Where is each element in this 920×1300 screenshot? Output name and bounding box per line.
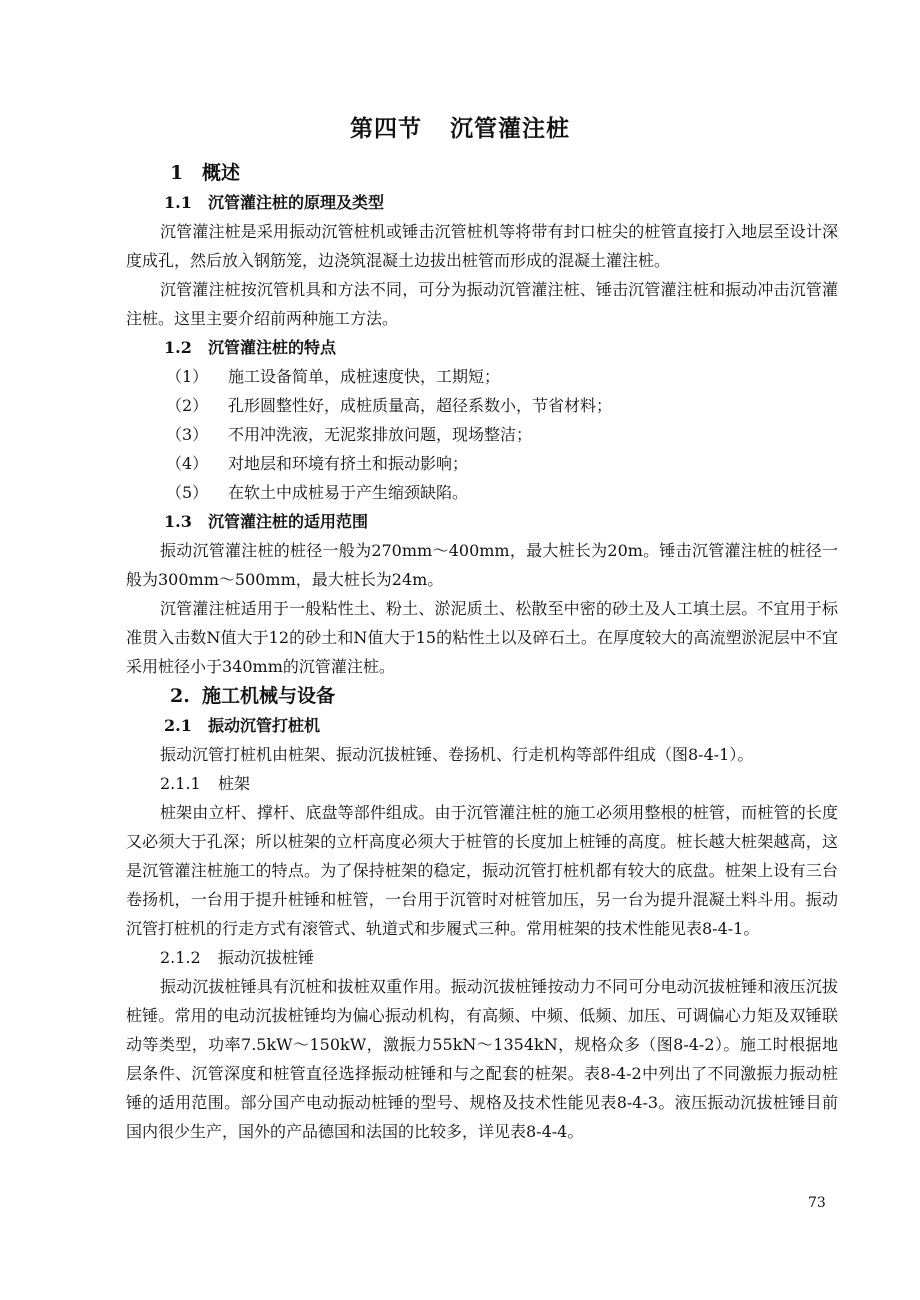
heading-2: [170, 681, 838, 711]
page-title: [0, 114, 920, 144]
heading-2-1-1: [160, 769, 838, 798]
heading-text: 桩架: [218, 774, 251, 793]
heading-text: 沉管灌注桩的适用范围: [208, 512, 369, 531]
list-item-text: 孔形圆整性好，成桩质量高，超径系数小，节省材料；: [228, 396, 613, 415]
paragraph: 沉管灌注桩适用于一般粘性土、粉土、淤泥质土、松散至中密的砂土及人工填土层。不宜用于标准贯入击数N值大于12的砂土和N值大于15的粘性土以及碎石土。在厚度较大的高流塑淤泥层中不宜采用桩径小于340mm的沉管灌注桩。: [126, 599, 838, 676]
heading-1-1: [164, 188, 838, 217]
list-item-number: （2）: [166, 396, 209, 415]
list-item-number: （1）: [166, 367, 209, 386]
heading-text: 沉管灌注桩的特点: [208, 338, 337, 357]
heading-number: 1.1: [164, 193, 192, 212]
list-item: [166, 420, 838, 449]
heading-number: 1.3: [164, 512, 192, 531]
list-item-number: （5）: [166, 483, 209, 502]
list-item-text: 在软土中成桩易于产生缩颈缺陷。: [228, 483, 469, 502]
list-item: [166, 391, 838, 420]
paragraph: 沉管灌注桩是采用振动沉管桩机或锤击沉管桩机等将带有封口桩尖的桩管直接打入地层至设计深度成孔，然后放入钢筋笼，边浇筑混凝土边拔出桩管而形成的混凝土灌注桩。: [126, 222, 838, 270]
list-item-number: （3）: [166, 425, 209, 444]
heading-text: 振动沉管打桩机: [208, 716, 321, 735]
heading-number: 2.: [170, 685, 190, 707]
paragraph: 振动沉管打桩机由桩架、振动沉拔桩锤、卷扬机、行走机构等部件组成（图8-4-1）。: [160, 745, 754, 764]
heading-number: 1.2: [164, 338, 192, 357]
paragraph: 桩架由立杆、撑杆、底盘等部件组成。由于沉管灌注桩的施工必须用整根的桩管，而桩管的长度又必须大于孔深；所以桩架的立杆高度必须大于桩管的长度加上桩锤的高度。桩长越大桩架越高，这是沉管灌注桩施工的特点。为了保持桩架的稳定，振动沉管打桩机都有较大的底盘。桩架上设有三台卷扬机，一台用于提升桩锤和桩管，一台用于沉管时对桩管加压，另一台为提升混凝土料斗用。振动沉管打桩机的行走方式有滚管式、轨道式和步履式三种。常用桩架的技术性能见表8-4-1。: [126, 803, 838, 938]
list-item-text: 对地层和环境有挤土和振动影响；: [228, 454, 469, 473]
heading-1-2: [164, 333, 838, 362]
heading-number: 2.1: [164, 716, 192, 735]
main-content: [126, 158, 838, 1146]
paragraph: 振动沉拔桩锤具有沉桩和拔桩双重作用。振动沉拔桩锤按动力不同可分电动沉拔桩锤和液压沉拔桩锤。常用的电动沉拔桩锤均为偏心振动机构，有高频、中频、低频、加压、可调偏心力矩及双锤联动等类型，功率7.5kW～150kW，激振力55kN～1354kN，规格众多（图8-4-2）。施工时根据地层条件、沉管深度和桩管直径选择振动桩锤和与之配套的桩架。表8-4-2中列出了不同激振力振动桩锤的适用范围。部分国产电动振动桩锤的型号、规格及技术性能见表8-4-3。液压振动沉拔桩锤目前国内很少生产，国外的产品德国和法国的比较多，详见表8-4-4。: [126, 977, 838, 1141]
list-item-text: 不用冲洗液，无泥浆排放问题，现场整洁；: [228, 425, 533, 444]
heading-number: 2.1.2: [160, 948, 201, 967]
heading-1-3: [164, 507, 838, 536]
paragraph: 振动沉管灌注桩的桩径一般为270mm～400mm，最大桩长为20m。锤击沉管灌注桩的桩径一般为300mm～500mm，最大桩长为24m。: [126, 541, 838, 589]
title-text: 沉管灌注桩: [450, 115, 570, 142]
heading-text: 概述: [202, 162, 241, 184]
heading-text: 施工机械与设备: [202, 685, 336, 707]
list-item-number: （4）: [166, 454, 209, 473]
heading-number: 1: [170, 162, 184, 184]
heading-text: 振动沉拔桩锤: [218, 948, 315, 967]
heading-2-1-2: [160, 943, 838, 972]
list-item: [166, 449, 838, 478]
heading-1: [170, 158, 838, 188]
heading-2-1: [164, 711, 838, 740]
list-item-text: 施工设备简单，成桩速度快，工期短；: [228, 367, 501, 386]
heading-number: 2.1.1: [160, 774, 201, 793]
title-section-label: 第四节: [350, 115, 422, 142]
heading-text: 沉管灌注桩的原理及类型: [208, 193, 385, 212]
list-item: [166, 478, 838, 507]
list-item: [166, 362, 838, 391]
page-number: 73: [808, 1195, 826, 1211]
paragraph: 沉管灌注桩按沉管机具和方法不同，可分为振动沉管灌注桩、锤击沉管灌注桩和振动冲击沉管灌注桩。这里主要介绍前两种施工方法。: [126, 280, 838, 328]
